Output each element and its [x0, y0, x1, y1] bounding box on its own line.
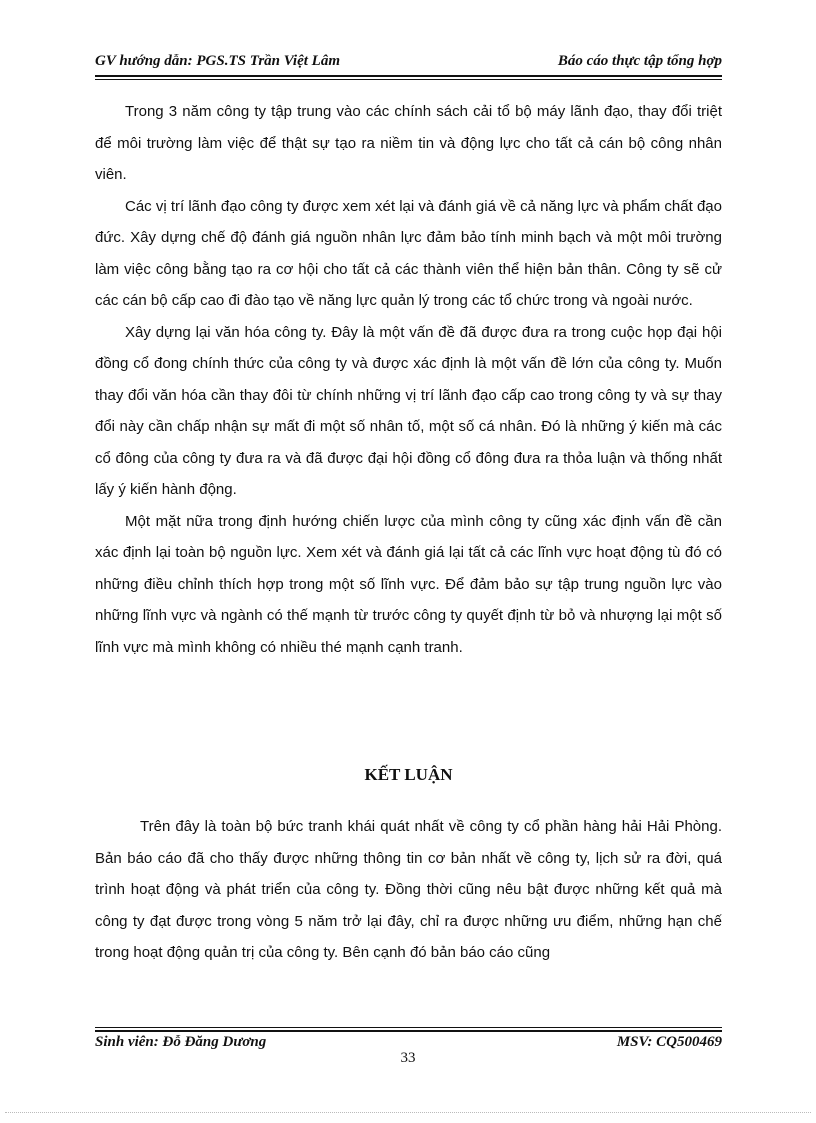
page-header	[95, 53, 722, 75]
footer-rule-thick	[95, 1030, 722, 1032]
body-paragraph-2: Các vị trí lãnh đạo công ty được xem xét lại và đánh giá về cả năng lực và phẩm chất đạo đức. Xây dựng chế độ đánh giá nguồn nhân lực đảm bảo tính minh bạch và một môi trường làm việc công bằng tạo ra cơ hội cho tất cả các thành viên thể hiện bản thân. Công ty sẽ cử các cán bộ cấp cao đi đào tạo về năng lực quản lý trong các tổ chức trong và ngoài nước.	[95, 197, 722, 309]
page-bottom-border	[5, 1112, 811, 1113]
header-report-title: Báo cáo thực tập tổng hợp	[557, 53, 722, 69]
conclusion-heading: KẾT LUẬN	[364, 765, 453, 784]
footer-student: Sinh viên: Đỗ Đăng Dương	[95, 1034, 267, 1050]
body-paragraph-1: Trong 3 năm công ty tập trung vào các chính sách cải tổ bộ máy lãnh đạo, thay đổi triệt để môi trường làm việc để thật sự tạo ra niềm tin và động lực cho tất cả cán bộ công nhân viên.	[95, 103, 722, 183]
body-paragraph-4: Một mặt nữa trong định hướng chiến lược của mình công ty cũng xác định vấn đề cần xác định lại toàn bộ nguồn lực. Xem xét và đánh giá lại tất cả các lĩnh vực hoạt động tù đó có những điều chỉnh thích hợp trong một số lĩnh vực. Để đảm bảo sự tập trung nguồn lực vào những lĩnh vực và ngành có thế mạnh từ trước công ty quyết định từ bỏ và nhượng lại một số lĩnh vực mà mình không có nhiều thé mạnh cạnh tranh.	[95, 512, 722, 656]
footer-student-id: MSV: CQ500469	[616, 1034, 722, 1050]
conclusion-paragraph: Trên đây là toàn bộ bức tranh khái quát nhất về công ty cổ phần hàng hải Hải Phòng. Bản báo cáo đã cho thấy được những thông tin cơ bản nhất về công ty, lịch sử ra đời, quá trình hoạt động và phát triển của công ty. Đồng thời cũng nêu bật được những kết quả mà công ty đạt được trong vòng 5 năm trở lại đây, chỉ ra được những ưu điểm, những hạn chế trong hoạt động quản trị của công ty. Bên cạnh đó bản báo cáo cũng	[95, 818, 722, 961]
body-paragraph-3: Xây dựng lại văn hóa công ty. Đây là một vấn đề đã được đưa ra trong cuộc họp đại hội đồng cổ đong chính thức của công ty và được xác định là một vấn đề lớn của công ty. Muốn thay đổi văn hóa cần thay đôi từ chính những vị trí lãnh đạo cấp cao trong công ty và sự thay đổi này cần chấp nhận sự mất đi một số nhân tố, một số cá nhân. Đó là những ý kiến mà các cổ đông của công ty đưa ra và đã được đại hội đồng cổ đông đưa ra thỏa luận và thống nhất lấy ý kiến hành động.	[95, 323, 722, 498]
conclusion-text	[95, 811, 722, 969]
footer-rule-thin	[95, 1027, 722, 1028]
header-rule-thin	[95, 79, 722, 80]
header-rule-thick	[95, 75, 722, 77]
header-supervisor: GV hướng dẫn: PGS.TS Trần Việt Lâm	[95, 53, 341, 69]
body-text	[95, 96, 722, 663]
page-number: 33	[400, 1050, 416, 1066]
